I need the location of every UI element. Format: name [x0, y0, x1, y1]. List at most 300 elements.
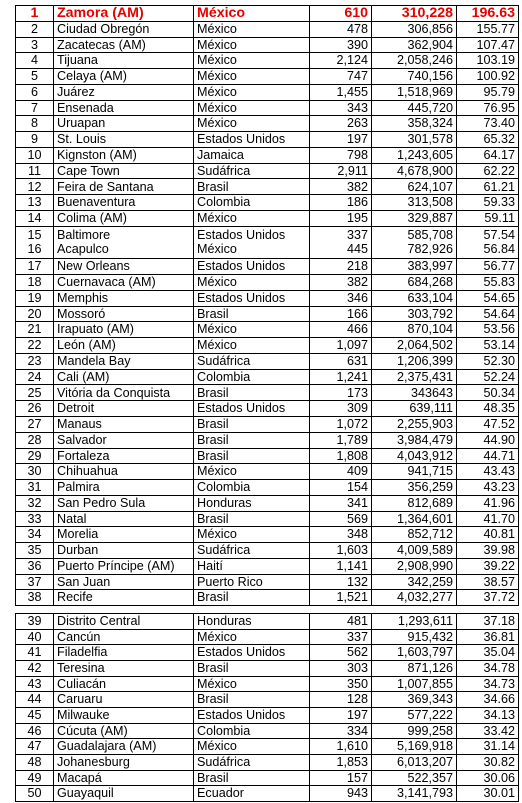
rank-cell: 32: [16, 495, 54, 511]
country-cell: Brasil: [194, 432, 310, 448]
city-cell: San Juan: [54, 574, 194, 590]
population-cell: 2,064,502: [372, 338, 457, 354]
population-cell: 4,678,900: [372, 163, 457, 179]
rate-cell: 43.23: [457, 480, 519, 496]
table-row: [16, 511, 519, 527]
country-cell: México: [194, 275, 310, 291]
city-cell: Zamora (AM): [54, 6, 194, 22]
rate-cell: 33.42: [457, 723, 519, 739]
rate-cell: 31.14: [457, 739, 519, 755]
rank-cell: 43: [16, 676, 54, 692]
population-cell: 2,375,431: [372, 369, 457, 385]
country-cell: Sudáfrica: [194, 353, 310, 369]
rank-cell: 7: [16, 100, 54, 116]
rank-cell: 45: [16, 707, 54, 723]
table-row: [16, 100, 519, 116]
rate-cell: [457, 226, 519, 259]
city-cell: Memphis: [54, 290, 194, 306]
population-cell: 301,578: [372, 132, 457, 148]
country-line: México: [197, 241, 237, 256]
city-cell: [54, 226, 194, 259]
city-cell: Guayaquil: [54, 786, 194, 802]
homicides-cell: 303: [310, 660, 372, 676]
country-cell: Brasil: [194, 590, 310, 606]
city-cell: Durban: [54, 543, 194, 559]
city-cell: Fortaleza: [54, 448, 194, 464]
rank-cell: 44: [16, 692, 54, 708]
rank-cell: 41: [16, 645, 54, 661]
city-cell: Irapuato (AM): [54, 322, 194, 338]
rate-cell: 61.21: [457, 179, 519, 195]
homicides-cell: 309: [310, 401, 372, 417]
homicides-cell: 337: [310, 629, 372, 645]
rate-line: 57.54: [483, 228, 515, 243]
country-cell: Brasil: [194, 416, 310, 432]
table-row: [16, 707, 519, 723]
ranking-table-bottom: [15, 613, 519, 802]
population-cell: 2,255,903: [372, 416, 457, 432]
rank-cell: 30: [16, 464, 54, 480]
homicides-cell: 197: [310, 707, 372, 723]
homicides-cell: 173: [310, 385, 372, 401]
homicides-cell: 1,853: [310, 754, 372, 770]
country-cell: México: [194, 100, 310, 116]
homicides-line: 337: [346, 228, 368, 243]
homicides-cell: 166: [310, 306, 372, 322]
rank-cell: 37: [16, 574, 54, 590]
table-row: [16, 723, 519, 739]
country-cell: Honduras: [194, 495, 310, 511]
table-row: [16, 163, 519, 179]
country-cell: México: [194, 629, 310, 645]
population-cell: 4,009,589: [372, 543, 457, 559]
homicides-cell: 466: [310, 322, 372, 338]
population-cell: 871,126: [372, 660, 457, 676]
homicides-cell: 562: [310, 645, 372, 661]
table-row: [16, 353, 519, 369]
population-cell: 356,259: [372, 480, 457, 496]
rank-cell: 25: [16, 385, 54, 401]
country-cell: Colombia: [194, 480, 310, 496]
country-cell: Brasil: [194, 306, 310, 322]
rate-cell: 34.13: [457, 707, 519, 723]
population-cell: 1,007,855: [372, 676, 457, 692]
ranking-table-top: [15, 5, 519, 606]
table-row: [16, 132, 519, 148]
country-cell: México: [194, 322, 310, 338]
population-cell: 342,259: [372, 574, 457, 590]
country-cell: Colombia: [194, 723, 310, 739]
city-cell: St. Louis: [54, 132, 194, 148]
rank-cell: 33: [16, 511, 54, 527]
city-cell: Natal: [54, 511, 194, 527]
homicides-cell: 157: [310, 770, 372, 786]
rank-cell: 28: [16, 432, 54, 448]
rank-cell: 22: [16, 338, 54, 354]
homicides-line: 445: [346, 241, 368, 256]
rate-cell: 59.11: [457, 210, 519, 226]
rate-cell: 39.98: [457, 543, 519, 559]
country-cell: Estados Unidos: [194, 645, 310, 661]
homicides-cell: 1,789: [310, 432, 372, 448]
homicides-cell: 197: [310, 132, 372, 148]
rank-cell: 10: [16, 147, 54, 163]
city-cell: Cali (AM): [54, 369, 194, 385]
table-row: [16, 543, 519, 559]
homicides-cell: 186: [310, 195, 372, 211]
table-row: [16, 147, 519, 163]
country-cell: México: [194, 37, 310, 53]
city-cell: Juárez: [54, 84, 194, 100]
homicides-cell: 341: [310, 495, 372, 511]
country-cell: Sudáfrica: [194, 163, 310, 179]
table-row: [16, 786, 519, 802]
country-cell: Sudáfrica: [194, 754, 310, 770]
rank-cell: 21: [16, 322, 54, 338]
rate-cell: 30.06: [457, 770, 519, 786]
homicides-cell: 1,072: [310, 416, 372, 432]
rank-cell: 47: [16, 739, 54, 755]
population-cell: 4,043,912: [372, 448, 457, 464]
rate-cell: 35.04: [457, 645, 519, 661]
population-cell: 445,720: [372, 100, 457, 116]
rate-cell: 34.73: [457, 676, 519, 692]
rank-cell: 19: [16, 290, 54, 306]
table-row: [16, 480, 519, 496]
country-cell: México: [194, 338, 310, 354]
rate-cell: 54.65: [457, 290, 519, 306]
city-cell: Celaya (AM): [54, 69, 194, 85]
population-cell: 3,141,793: [372, 786, 457, 802]
population-cell: 870,104: [372, 322, 457, 338]
population-cell: 362,904: [372, 37, 457, 53]
population-cell: 852,712: [372, 527, 457, 543]
rank-cell: 38: [16, 590, 54, 606]
table-row: [16, 179, 519, 195]
city-cell: Puerto Príncipe (AM): [54, 558, 194, 574]
rate-cell: 48.35: [457, 401, 519, 417]
homicides-cell: 334: [310, 723, 372, 739]
population-cell: 1,206,399: [372, 353, 457, 369]
rate-cell: 95.79: [457, 84, 519, 100]
homicides-cell: 382: [310, 275, 372, 291]
city-cell: Ciudad Obregón: [54, 21, 194, 37]
country-cell: México: [194, 53, 310, 69]
table-row: [16, 416, 519, 432]
rank-cell: 17: [16, 259, 54, 275]
population-cell: 999,258: [372, 723, 457, 739]
country-cell: Honduras: [194, 614, 310, 630]
homicides-cell: 1,241: [310, 369, 372, 385]
rate-cell: 50.34: [457, 385, 519, 401]
population-cell: 812,689: [372, 495, 457, 511]
city-cell: Zacatecas (AM): [54, 37, 194, 53]
city-line: Acapulco: [57, 241, 109, 256]
population-cell: 313,508: [372, 195, 457, 211]
homicides-cell: 409: [310, 464, 372, 480]
rate-cell: 52.30: [457, 353, 519, 369]
table-row: [16, 259, 519, 275]
homicides-cell: 569: [310, 511, 372, 527]
rank-cell: 20: [16, 306, 54, 322]
homicides-cell: 382: [310, 179, 372, 195]
country-cell: Brasil: [194, 448, 310, 464]
rank-cell: 39: [16, 614, 54, 630]
country-cell: [194, 226, 310, 259]
city-cell: Teresina: [54, 660, 194, 676]
rank-line: 15: [27, 228, 42, 243]
city-cell: Colima (AM): [54, 210, 194, 226]
city-cell: Macapá: [54, 770, 194, 786]
homicides-cell: 1,141: [310, 558, 372, 574]
country-cell: Colombia: [194, 195, 310, 211]
country-cell: Estados Unidos: [194, 132, 310, 148]
rank-cell: 42: [16, 660, 54, 676]
homicides-cell: 2,124: [310, 53, 372, 69]
rank-cell: 12: [16, 179, 54, 195]
city-cell: Cape Town: [54, 163, 194, 179]
country-cell: México: [194, 527, 310, 543]
homicides-cell: 154: [310, 480, 372, 496]
country-line: Estados Unidos: [197, 228, 286, 243]
population-cell: 310,228: [372, 6, 457, 22]
homicides-cell: 478: [310, 21, 372, 37]
rank-cell: 27: [16, 416, 54, 432]
rank-cell: 24: [16, 369, 54, 385]
population-cell: 2,058,246: [372, 53, 457, 69]
rate-cell: 39.22: [457, 558, 519, 574]
city-cell: Palmira: [54, 480, 194, 496]
city-cell: Caruaru: [54, 692, 194, 708]
city-cell: Uruapan: [54, 116, 194, 132]
country-cell: México: [194, 6, 310, 22]
table-row: [16, 574, 519, 590]
table-row: [16, 558, 519, 574]
rate-cell: 30.82: [457, 754, 519, 770]
rank-cell: 50: [16, 786, 54, 802]
table-row: [16, 432, 519, 448]
population-cell: 1,293,611: [372, 614, 457, 630]
homicides-cell: 631: [310, 353, 372, 369]
homicides-cell: 2,911: [310, 163, 372, 179]
city-cell: Feira de Santana: [54, 179, 194, 195]
rank-cell: 9: [16, 132, 54, 148]
rank-cell: 2: [16, 21, 54, 37]
table-row: [16, 754, 519, 770]
population-cell: 1,364,601: [372, 511, 457, 527]
country-cell: Brasil: [194, 660, 310, 676]
homicides-cell: 798: [310, 147, 372, 163]
homicides-cell: 346: [310, 290, 372, 306]
country-cell: Estados Unidos: [194, 290, 310, 306]
population-cell: 684,268: [372, 275, 457, 291]
rate-cell: 47.52: [457, 416, 519, 432]
population-cell: 624,107: [372, 179, 457, 195]
city-cell: Vitória da Conquista: [54, 385, 194, 401]
population-cell: 3,984,479: [372, 432, 457, 448]
population-cell: 5,169,918: [372, 739, 457, 755]
homicides-cell: 128: [310, 692, 372, 708]
table-row: [16, 660, 519, 676]
city-cell: Mossoró: [54, 306, 194, 322]
population-cell: 915,432: [372, 629, 457, 645]
city-cell: Filadelfia: [54, 645, 194, 661]
population-cell: 577,222: [372, 707, 457, 723]
population-cell: 1,518,969: [372, 84, 457, 100]
country-cell: Haití: [194, 558, 310, 574]
country-cell: Jamaica: [194, 147, 310, 163]
city-cell: New Orleans: [54, 259, 194, 275]
table-row: [16, 464, 519, 480]
homicides-cell: 350: [310, 676, 372, 692]
rate-cell: 44.90: [457, 432, 519, 448]
table-row: [16, 226, 519, 259]
rate-cell: 52.24: [457, 369, 519, 385]
rate-cell: 100.92: [457, 69, 519, 85]
rank-cell: 18: [16, 275, 54, 291]
country-cell: México: [194, 116, 310, 132]
rate-cell: 76.95: [457, 100, 519, 116]
homicides-cell: 481: [310, 614, 372, 630]
rate-cell: 54.64: [457, 306, 519, 322]
country-cell: Estados Unidos: [194, 707, 310, 723]
country-cell: Sudáfrica: [194, 543, 310, 559]
rank-cell: 13: [16, 195, 54, 211]
table-row: [16, 401, 519, 417]
rate-cell: 41.96: [457, 495, 519, 511]
city-cell: Detroit: [54, 401, 194, 417]
population-cell: 740,156: [372, 69, 457, 85]
population-cell: 633,104: [372, 290, 457, 306]
population-cell: 343643: [372, 385, 457, 401]
rate-cell: 37.72: [457, 590, 519, 606]
table-row: [16, 614, 519, 630]
city-cell: Chihuahua: [54, 464, 194, 480]
rank-cell: 46: [16, 723, 54, 739]
rank-cell: 8: [16, 116, 54, 132]
rate-cell: 53.14: [457, 338, 519, 354]
table-row: [16, 37, 519, 53]
table-row: [16, 210, 519, 226]
table-row: [16, 590, 519, 606]
population-cell: 1,243,605: [372, 147, 457, 163]
city-cell: Mandela Bay: [54, 353, 194, 369]
table-row: [16, 448, 519, 464]
city-cell: Cancún: [54, 629, 194, 645]
city-cell: Tijuana: [54, 53, 194, 69]
city-cell: Cúcuta (AM): [54, 723, 194, 739]
population-cell: 383,997: [372, 259, 457, 275]
table-row: [16, 306, 519, 322]
table-row: [16, 53, 519, 69]
homicides-cell: 747: [310, 69, 372, 85]
rate-cell: 155.77: [457, 21, 519, 37]
rank-cell: [16, 226, 54, 259]
city-cell: Johanesburg: [54, 754, 194, 770]
population-line: 782,926: [407, 241, 453, 256]
country-cell: Puerto Rico: [194, 574, 310, 590]
population-cell: 639,111: [372, 401, 457, 417]
table-row: [16, 676, 519, 692]
rank-cell: 14: [16, 210, 54, 226]
city-cell: Buenaventura: [54, 195, 194, 211]
population-cell: 329,887: [372, 210, 457, 226]
population-cell: 522,357: [372, 770, 457, 786]
homicides-cell: 1,603: [310, 543, 372, 559]
country-cell: Colombia: [194, 369, 310, 385]
homicides-cell: 263: [310, 116, 372, 132]
rank-cell: 23: [16, 353, 54, 369]
rate-cell: 53.56: [457, 322, 519, 338]
table-row: [16, 290, 519, 306]
rank-cell: 31: [16, 480, 54, 496]
rank-cell: 4: [16, 53, 54, 69]
population-line: 585,708: [407, 228, 453, 243]
rate-cell: 59.33: [457, 195, 519, 211]
table-row: [16, 69, 519, 85]
rank-cell: 6: [16, 84, 54, 100]
city-cell: Cuernavaca (AM): [54, 275, 194, 291]
homicides-cell: 343: [310, 100, 372, 116]
population-cell: 941,715: [372, 464, 457, 480]
country-cell: México: [194, 84, 310, 100]
country-cell: Brasil: [194, 511, 310, 527]
country-cell: Ecuador: [194, 786, 310, 802]
population-cell: [372, 226, 457, 259]
rank-cell: 26: [16, 401, 54, 417]
homicides-cell: 1,521: [310, 590, 372, 606]
table-row: [16, 84, 519, 100]
country-cell: Brasil: [194, 692, 310, 708]
rate-cell: 73.40: [457, 116, 519, 132]
rate-cell: 41.70: [457, 511, 519, 527]
population-cell: 358,324: [372, 116, 457, 132]
homicides-cell: 610: [310, 6, 372, 22]
table-row: [16, 527, 519, 543]
table-row: [16, 385, 519, 401]
rate-cell: 103.19: [457, 53, 519, 69]
rate-cell: 56.77: [457, 259, 519, 275]
table-row: [16, 322, 519, 338]
table-row: [16, 338, 519, 354]
homicides-cell: 1,808: [310, 448, 372, 464]
table-row: [16, 6, 519, 22]
table-row: [16, 369, 519, 385]
city-cell: San Pedro Sula: [54, 495, 194, 511]
city-line: Baltimore: [57, 228, 111, 243]
city-cell: Milwauke: [54, 707, 194, 723]
population-cell: 369,343: [372, 692, 457, 708]
rank-line: 16: [27, 241, 42, 256]
rank-cell: 34: [16, 527, 54, 543]
rate-cell: 62.22: [457, 163, 519, 179]
country-cell: México: [194, 676, 310, 692]
homicides-cell: 218: [310, 259, 372, 275]
rate-cell: 34.66: [457, 692, 519, 708]
city-cell: Manaus: [54, 416, 194, 432]
city-cell: Morelia: [54, 527, 194, 543]
rate-cell: 64.17: [457, 147, 519, 163]
rate-cell: 34.78: [457, 660, 519, 676]
country-cell: Brasil: [194, 179, 310, 195]
country-cell: Brasil: [194, 385, 310, 401]
table-row: [16, 495, 519, 511]
country-cell: México: [194, 739, 310, 755]
rank-cell: 1: [16, 6, 54, 22]
homicides-cell: 390: [310, 37, 372, 53]
table-row: [16, 195, 519, 211]
rate-cell: 55.83: [457, 275, 519, 291]
